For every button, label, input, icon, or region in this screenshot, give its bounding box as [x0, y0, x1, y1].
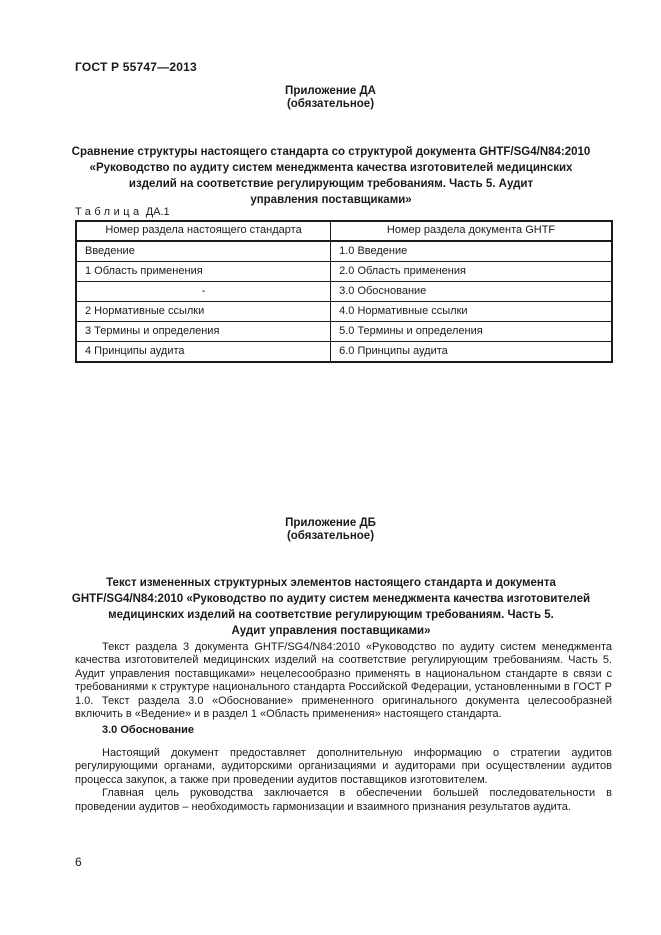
annex-da-sublabel: (обязательное)	[286, 98, 375, 110]
annex-da-title-line: управления поставщиками»	[250, 194, 412, 206]
table-row	[76, 241, 612, 262]
table-cell: -	[76, 282, 331, 302]
annex-db-title-line: GHTF/SG4/N84:2010 «Руководство по аудиту систем менеджмента качества изготовителей	[71, 593, 591, 605]
table-row	[76, 342, 612, 363]
table-header-row	[76, 221, 612, 241]
page-number: 6	[75, 855, 82, 869]
table-cell: 2 Нормативные ссылки	[76, 302, 331, 322]
table-header-cell: Номер раздела настоящего стандарта	[76, 221, 331, 241]
table-caption-number: ДА.1	[145, 206, 170, 218]
annex-db-title-line: Аудит управления поставщиками»	[231, 625, 431, 637]
table-row	[76, 262, 612, 282]
table-cell: 1.0 Введение	[331, 241, 612, 262]
table-cell: 1 Область применения	[76, 262, 331, 282]
annex-da-title-line: «Руководство по аудиту систем менеджмента качества изготовителей медицинских	[89, 162, 573, 174]
comparison-table	[75, 220, 613, 363]
table-cell: Введение	[76, 241, 331, 262]
table-cell: 5.0 Термины и определения	[331, 322, 612, 342]
annex-db-title-line: Текст измененных структурных элементов настоящего стандарта и документа	[106, 577, 556, 589]
annex-db-title	[62, 575, 600, 639]
section-heading: 3.0 Обоснование	[102, 724, 195, 736]
comparison-table-wrap	[75, 220, 613, 363]
table-row	[76, 302, 612, 322]
annex-da-title	[62, 144, 600, 208]
annex-da-label: Приложение ДА	[285, 85, 376, 97]
table-cell: 3.0 Обоснование	[331, 282, 612, 302]
table-cell: 3 Термины и определения	[76, 322, 331, 342]
annex-db-sublabel: (обязательное)	[286, 530, 375, 542]
annex-db-heading	[0, 517, 661, 543]
table-header-cell: Номер раздела документа GHTF	[331, 221, 612, 241]
running-header: ГОСТ Р 55747—2013	[75, 60, 197, 74]
table-row	[76, 322, 612, 342]
body-paragraph-1	[75, 641, 612, 721]
table-cell: 2.0 Область применения	[331, 262, 612, 282]
annex-db-title-line: медицинских изделий на соответствие регулирующим требованиям. Часть 5.	[108, 609, 554, 621]
paragraph-text: Настоящий документ предоставляет дополнительную информацию о стратегии аудитов регулирующими органами, аудиторскими организациями и аудиторами при осуществлении аудитов процесса закупок, а также при проведении аудитов поставщиков изготовителем.	[75, 747, 612, 786]
table-cell: 4.0 Нормативные ссылки	[331, 302, 612, 322]
paragraph-text: Главная цель руководства заключается в обеспечении большей последовательности в проведении аудитов – необходимость гармонизации и взаимного признания результатов аудита.	[75, 787, 612, 813]
table-caption-word: Таблица	[75, 206, 143, 218]
table-cell: 6.0 Принципы аудита	[331, 342, 612, 363]
body-paragraphs-2-3	[75, 747, 612, 814]
annex-da-heading	[0, 85, 661, 111]
annex-da-title-line: изделий на соответствие регулирующим требованиям. Часть 5. Аудит	[128, 178, 534, 190]
paragraph-text: Текст раздела 3 документа GHTF/SG4/N84:2010 «Руководство по аудиту систем менеджмента качества изготовителей медицинских изделий на соответствие регулирующим требованиям. Часть 5. Аудит управления поставщиками» нецелесообразно применять в национальном стандарте в связи с требованиями к структуре национального стандарта Российской Федерации, установленными в ГОСТ Р 1.0. Текст раздела 3.0 «Обоснование» примененного оригинального документа целесообразней включить в «Ведение» и в раздел 1 «Область применения» настоящего стандарта.	[75, 641, 612, 721]
table-caption	[75, 206, 170, 218]
table-cell: 4 Принципы аудита	[76, 342, 331, 363]
table-row	[76, 282, 612, 302]
annex-da-title-line: Сравнение структуры настоящего стандарта со структурой документа GHTF/SG4/N84:2010	[71, 146, 591, 158]
annex-db-label: Приложение ДБ	[285, 517, 376, 529]
